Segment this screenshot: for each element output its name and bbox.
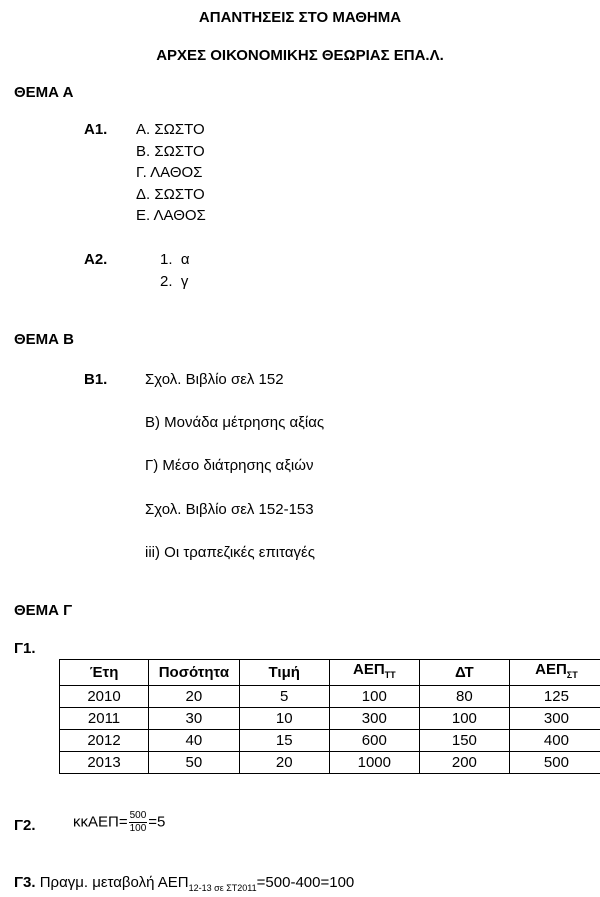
g3-subscript: 12-13 σε ΣΤ2011 [188,883,257,893]
col-header-quantity: Ποσότητα [149,660,240,686]
a2-answer-2: 2. γ [160,273,189,290]
a1-answer-c: Γ. ΛΑΘΟΣ [136,164,203,181]
g2-denominator: 100 [129,823,147,834]
table-cell: 5 [239,686,329,708]
g2-label: Γ2. [14,817,36,834]
table-cell: 200 [419,752,509,774]
table-row [60,686,600,708]
b1-line-4: Σχολ. Βιβλίο σελ 152-153 [145,501,314,518]
a1-answer-e: Ε. ΛΑΘΟΣ [136,207,206,224]
table-cell: 40 [149,730,240,752]
table-cell: 1000 [329,752,419,774]
table-cell: 300 [329,708,419,730]
a1-answer-b: Β. ΣΩΣΤΟ [136,143,205,160]
col-header-gdp-tt: $AE\Pi_{TT}$ [329,660,419,686]
document-title: ΑΠΑΝΤΗΣΕΙΣ ΣΤΟ ΜΑΘΗΜΑ [198,9,402,26]
b1-line-2: Β) Μονάδα μέτρησης αξίας [145,414,325,431]
table-cell: 100 [419,708,509,730]
g3-result: =500-400=100 [256,874,355,891]
table-cell: 15 [239,730,329,752]
table-cell: 500 [509,752,600,774]
table-row [60,730,600,752]
table-cell: 125 [509,686,600,708]
table-cell: 30 [149,708,240,730]
g1-label: Γ1. [14,640,36,657]
table-cell: 20 [239,752,329,774]
document-subtitle: ΑΡΧΕΣ ΟΙΚΟΝΟΜΙΚΗΣ ΘΕΩΡΙΑΣ ΕΠΑ.Λ. [156,47,444,64]
table-row [60,708,600,730]
table-cell: 300 [509,708,600,730]
col-header-price: Τιμή [239,660,329,686]
table-cell: 2013 [60,752,149,774]
g3-text: Πραγμ. μεταβολή ΑΕΠ [35,874,189,891]
table-cell: 400 [509,730,600,752]
table-cell: 2010 [60,686,149,708]
g2-prefix: κκΑΕΠ= [73,813,128,831]
g2-numerator: 500 [129,810,147,821]
a1-answer-d: Δ. ΣΩΣΤΟ [136,186,205,203]
g1-table [59,659,600,774]
table-cell: 80 [419,686,509,708]
g2-formula [73,810,165,835]
table-cell: 10 [239,708,329,730]
b1-label: Β1. [84,371,108,388]
table-cell: 150 [419,730,509,752]
g2-fraction [129,810,148,835]
table-cell: 2012 [60,730,149,752]
a1-answer-a: Α. ΣΩΣΤΟ [136,121,205,138]
table-header-row [60,660,600,686]
a1-label: Α1. [84,121,108,138]
g2-result: =5 [148,813,166,831]
table-cell: 100 [329,686,419,708]
col-header-gdp-st: $AE\Pi_{\Sigma T}$ [509,660,600,686]
table-cell: 50 [149,752,240,774]
col-header-years: Έτη [60,660,149,686]
b1-line-3: Γ) Μέσο διάτρησης αξιών [145,457,314,474]
col-header-price-index: ΔΤ [419,660,509,686]
table-row [60,752,600,774]
a2-label: Α2. [84,251,108,268]
g3-label: Γ3. [14,874,36,891]
thema-g-heading: ΘΕΜΑ Γ [14,602,73,619]
a2-answer-1: 1. α [160,251,190,268]
table-cell: 2011 [60,708,149,730]
b1-line-5: iii) Οι τραπεζικές επιταγές [145,544,315,561]
table-cell: 20 [149,686,240,708]
table-cell: 600 [329,730,419,752]
b1-line-1: Σχολ. Βιβλίο σελ 152 [145,371,284,388]
thema-a-heading: ΘΕΜΑ Α [14,84,74,101]
g3-line [14,874,354,893]
thema-b-heading: ΘΕΜΑ Β [14,331,74,348]
